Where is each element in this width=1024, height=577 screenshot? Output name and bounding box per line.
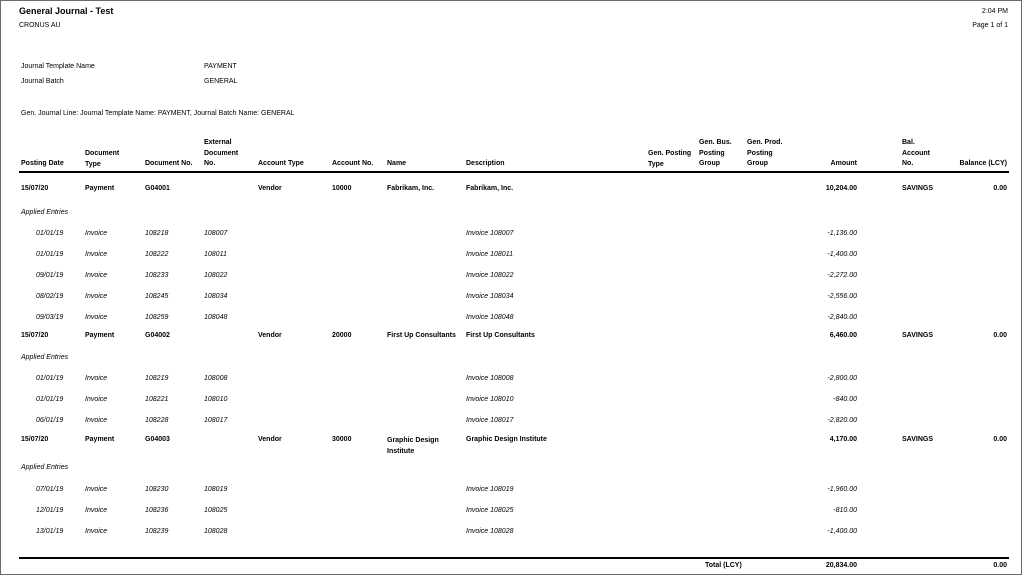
- account-no: 20000: [332, 332, 352, 339]
- report-title: General Journal - Test: [19, 6, 114, 16]
- entry-external-no: 108019: [204, 486, 228, 493]
- entry-description: Invoice 108028: [466, 528, 514, 535]
- entry-description: Invoice 108019: [466, 486, 514, 493]
- entry-type: Invoice: [85, 507, 108, 514]
- account-no: 30000: [332, 436, 352, 443]
- entry-description: Invoice 108017: [466, 417, 514, 424]
- entry-type: Invoice: [85, 230, 108, 237]
- entry-document-no: 108236: [145, 507, 169, 514]
- col-gen-prod-posting-group: Gen. Prod. Posting Group: [747, 139, 783, 167]
- total-amount: 20,834.00: [825, 562, 857, 569]
- entry-date: 08/02/19: [36, 293, 64, 300]
- template-value: PAYMENT: [204, 63, 237, 70]
- entry-description: Invoice 108022: [466, 272, 514, 279]
- balance: 0.00: [993, 185, 1007, 192]
- applied-entries-label: Applied Entries: [21, 464, 69, 471]
- entry-date: 12/01/19: [36, 507, 64, 514]
- document-no: G04001: [145, 185, 170, 192]
- document-type: Payment: [85, 185, 115, 192]
- account-type: Vendor: [258, 332, 282, 339]
- posting-date: 15/07/20: [21, 185, 49, 192]
- applied-entry-row: [1, 314, 1023, 326]
- entry-external-no: 108017: [204, 417, 228, 424]
- description: First Up Consultants: [466, 332, 535, 339]
- company-name: CRONUS AU: [19, 22, 61, 29]
- description: Graphic Design Institute: [466, 436, 547, 443]
- applied-entry-row: [1, 396, 1023, 408]
- header-rule: [19, 171, 1009, 173]
- col-external-document-no: External Document No.: [204, 139, 239, 167]
- entry-amount: -1,400.00: [827, 528, 857, 535]
- entry-description: Invoice 108025: [466, 507, 514, 514]
- report-time: 2:04 PM: [981, 8, 1008, 15]
- applied-entry-row: [1, 507, 1023, 519]
- account-name: Fabrikam, Inc.: [387, 185, 435, 192]
- entry-document-no: 108259: [145, 314, 169, 321]
- applied-entry-row: [1, 528, 1023, 540]
- account-type: Vendor: [258, 436, 282, 443]
- entry-amount: -1,960.00: [827, 486, 857, 493]
- col-posting-date: Posting Date: [21, 160, 64, 167]
- total-rule: [19, 557, 1009, 559]
- applied-entry-row: [1, 293, 1023, 305]
- page-number: Page 1 of 1: [972, 22, 1008, 29]
- applied-entry-row: [1, 230, 1023, 242]
- col-account-type: Account Type: [258, 160, 304, 167]
- applied-entry-row: [1, 375, 1023, 387]
- journal-line: [1, 185, 1023, 197]
- col-gen-posting-type: Gen. Posting Type: [648, 150, 692, 168]
- total-row: [1, 562, 1023, 574]
- col-document-type: Document Type: [85, 150, 120, 168]
- amount: 6,460.00: [829, 332, 857, 339]
- entry-external-no: 108028: [204, 528, 228, 535]
- entry-amount: -2,272.00: [827, 272, 857, 279]
- bal-account-no: SAVINGS: [902, 185, 933, 192]
- entry-external-no: 108048: [204, 314, 228, 321]
- entry-date: 01/01/19: [36, 251, 64, 258]
- entry-type: Invoice: [85, 272, 108, 279]
- total-label: Total (LCY): [705, 562, 742, 569]
- entry-type: Invoice: [85, 396, 108, 403]
- entry-type: Invoice: [85, 293, 108, 300]
- account-name: Graphic Design Institute: [387, 437, 439, 455]
- entry-amount: -840.00: [833, 396, 857, 403]
- entry-amount: -2,840.00: [827, 314, 857, 321]
- entry-document-no: 108228: [145, 417, 169, 424]
- entry-description: Invoice 108008: [466, 375, 514, 382]
- document-no: G04002: [145, 332, 170, 339]
- entry-external-no: 108007: [204, 230, 228, 237]
- col-gen-bus-posting-group: Gen. Bus. Posting Group: [699, 139, 732, 167]
- col-balance-lcy: Balance (LCY): [959, 160, 1007, 167]
- balance: 0.00: [993, 332, 1007, 339]
- template-label: Journal Template Name: [21, 63, 95, 70]
- document-no: G04003: [145, 436, 170, 443]
- entry-date: 01/01/19: [36, 230, 64, 237]
- col-description: Description: [466, 160, 505, 167]
- amount: 4,170.00: [829, 436, 857, 443]
- posting-date: 15/07/20: [21, 332, 49, 339]
- posting-date: 15/07/20: [21, 436, 49, 443]
- col-document-no: Document No.: [145, 160, 193, 167]
- total-balance: 0.00: [993, 562, 1007, 569]
- applied-entries-label: Applied Entries: [21, 354, 69, 361]
- entry-external-no: 108011: [204, 251, 227, 258]
- applied-entry-row: [1, 272, 1023, 284]
- col-bal-account-no: Bal. Account No.: [902, 139, 930, 167]
- entry-document-no: 108221: [145, 396, 169, 403]
- entry-amount: -2,800.00: [827, 375, 857, 382]
- entry-document-no: 108245: [145, 293, 169, 300]
- entry-type: Invoice: [85, 486, 108, 493]
- entry-external-no: 108008: [204, 375, 228, 382]
- entry-type: Invoice: [85, 314, 108, 321]
- filter-text: Gen. Journal Line: Journal Template Name: PAYMENT, Journal Batch Name: GENERAL: [21, 110, 295, 117]
- entry-document-no: 108219: [145, 375, 169, 382]
- description: Fabrikam, Inc.: [466, 185, 514, 192]
- batch-value: GENERAL: [204, 78, 238, 85]
- entry-amount: -2,556.00: [827, 293, 857, 300]
- entry-document-no: 108239: [145, 528, 169, 535]
- entry-description: Invoice 108011: [466, 251, 513, 258]
- entry-document-no: 108233: [145, 272, 169, 279]
- account-name: First Up Consultants: [387, 332, 456, 339]
- account-no: 10000: [332, 185, 352, 192]
- journal-line: [1, 436, 1023, 458]
- entry-date: 13/01/19: [36, 528, 64, 535]
- applied-entry-row: [1, 486, 1023, 498]
- account-type: Vendor: [258, 185, 282, 192]
- bal-account-no: SAVINGS: [902, 332, 933, 339]
- entry-external-no: 108010: [204, 396, 228, 403]
- entry-external-no: 108022: [204, 272, 228, 279]
- applied-entry-row: [1, 251, 1023, 263]
- entry-amount: -2,820.00: [827, 417, 857, 424]
- document-type: Payment: [85, 436, 115, 443]
- amount: 10,204.00: [825, 185, 857, 192]
- journal-line: [1, 332, 1023, 344]
- entry-description: Invoice 108048: [466, 314, 514, 321]
- col-amount: Amount: [830, 160, 857, 167]
- col-account-no: Account No.: [332, 160, 374, 167]
- entry-date: 01/01/19: [36, 375, 64, 382]
- entry-document-no: 108222: [145, 251, 169, 258]
- entry-amount: -1,136.00: [827, 230, 857, 237]
- batch-label: Journal Batch: [21, 78, 64, 85]
- entry-date: 07/01/19: [36, 486, 64, 493]
- entry-document-no: 108230: [145, 486, 169, 493]
- entry-date: 01/01/19: [36, 396, 64, 403]
- entry-amount: -1,400.00: [827, 251, 857, 258]
- entry-type: Invoice: [85, 251, 108, 258]
- entry-external-no: 108025: [204, 507, 228, 514]
- applied-entries-label: Applied Entries: [21, 209, 69, 216]
- entry-description: Invoice 108007: [466, 230, 514, 237]
- col-name: Name: [387, 160, 407, 167]
- balance: 0.00: [993, 436, 1007, 443]
- entry-description: Invoice 108010: [466, 396, 514, 403]
- entry-type: Invoice: [85, 375, 108, 382]
- entry-type: Invoice: [85, 528, 108, 535]
- applied-entry-row: [1, 417, 1023, 429]
- entry-external-no: 108034: [204, 293, 228, 300]
- entry-description: Invoice 108034: [466, 293, 514, 300]
- entry-type: Invoice: [85, 417, 108, 424]
- entry-date: 09/03/19: [36, 314, 64, 321]
- entry-date: 06/01/19: [36, 417, 64, 424]
- entry-amount: -810.00: [833, 507, 857, 514]
- bal-account-no: SAVINGS: [902, 436, 933, 443]
- document-type: Payment: [85, 332, 115, 339]
- entry-document-no: 108218: [145, 230, 169, 237]
- entry-date: 09/01/19: [36, 272, 64, 279]
